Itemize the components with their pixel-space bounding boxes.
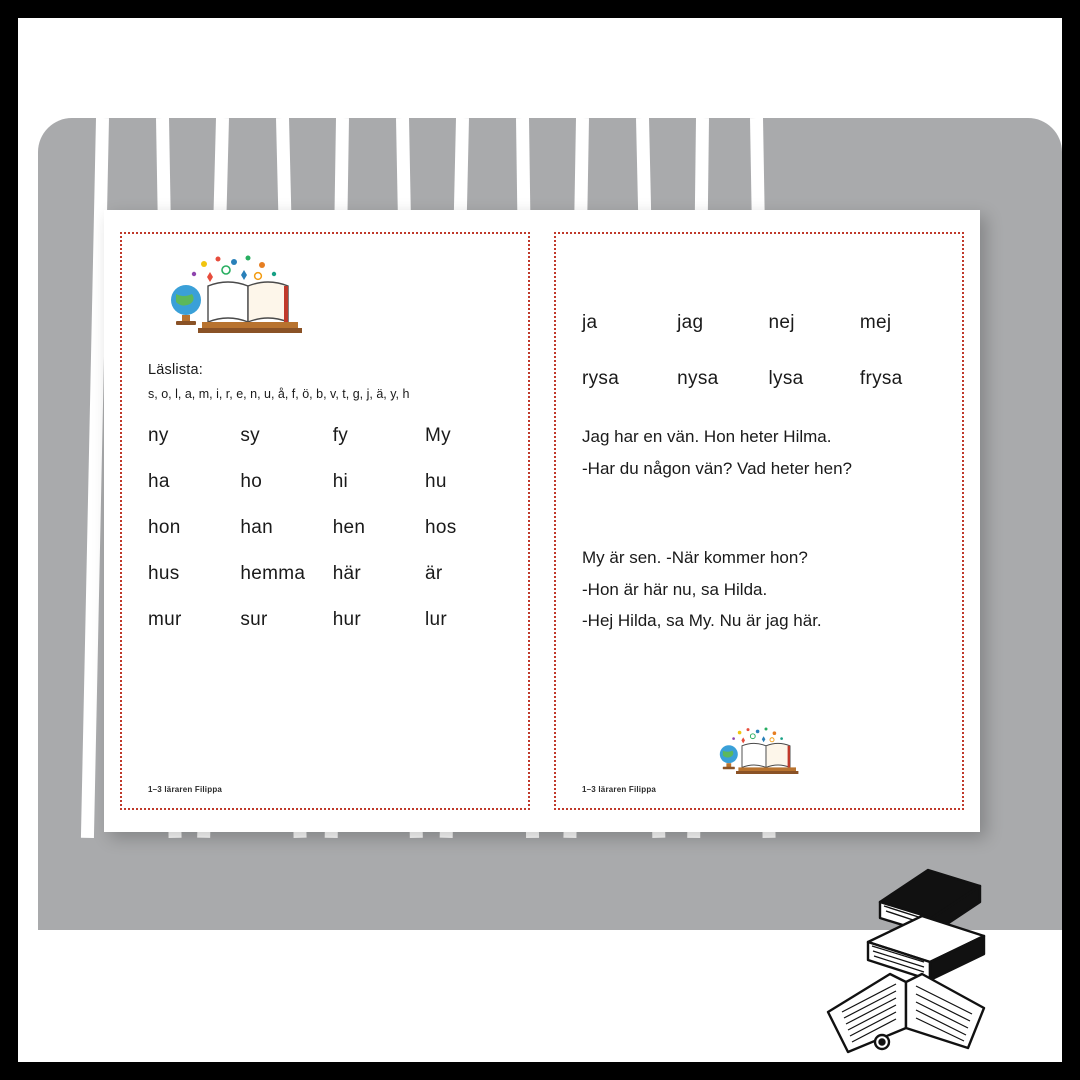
word-cell: ha: [148, 471, 170, 493]
word-cell: sur: [240, 609, 268, 631]
right-word-grid: [582, 312, 936, 390]
word-row: [582, 368, 936, 390]
word-row: [148, 563, 502, 585]
story-line: -Har du någon vän? Vad heter hen?: [582, 458, 852, 478]
word-cell: lur: [425, 609, 448, 631]
word-cell: frysa: [859, 368, 903, 389]
word-cell: hon: [148, 517, 181, 539]
word-row: [148, 517, 502, 539]
frame-right-border: [1062, 0, 1080, 1080]
word-cell: hos: [425, 517, 457, 539]
word-cell: han: [240, 517, 273, 539]
word-cell: nysa: [677, 368, 719, 389]
story-block-one: [582, 424, 936, 481]
story-line: -Hon är här nu, sa Hilda.: [582, 579, 768, 599]
reading-list-label: Läslista:: [148, 362, 203, 378]
word-cell: My: [425, 425, 451, 447]
left-page: [120, 232, 530, 810]
word-cell: hi: [332, 471, 349, 493]
word-cell: hus: [148, 563, 180, 585]
frame-left-border: [0, 0, 18, 1080]
word-cell: mej: [859, 312, 892, 333]
word-cell: här: [332, 563, 362, 585]
word-cell: nej: [768, 312, 795, 333]
stacked-books-illustration: [772, 856, 1022, 1056]
story-block-two: [582, 545, 936, 634]
paragraph-spacer: [582, 487, 936, 545]
reading-list-letters: s, o, l, a, m, i, r, e, n, u, å, f, ö, b, v, t, g, j, ä, y, h: [148, 387, 410, 401]
story-line: -Hej Hilda, sa My. Nu är jag här.: [582, 611, 822, 630]
frame-bottom-border: [0, 1062, 1080, 1080]
word-row: [148, 609, 502, 631]
word-cell: mur: [148, 609, 182, 631]
word-cell: sy: [240, 425, 260, 447]
right-clipart-wrapper: [706, 726, 802, 780]
word-cell: hu: [425, 471, 447, 493]
left-page-footer: 1–3 läraren Filippa: [148, 785, 223, 794]
story-line: Jag har en vän. Hon heter Hilma.: [582, 427, 832, 446]
left-word-grid: [148, 425, 502, 631]
word-cell: ja: [582, 312, 598, 333]
word-cell: hur: [332, 609, 362, 631]
word-cell: ho: [240, 471, 263, 493]
open-book-globe-icon: [148, 254, 308, 342]
word-cell: lysa: [768, 368, 804, 389]
word-cell: jag: [677, 312, 704, 333]
word-row: [148, 471, 502, 493]
word-cell: hemma: [240, 563, 306, 585]
word-row: [582, 312, 936, 334]
book-spread: [104, 210, 980, 832]
right-page-footer: 1–3 läraren Filippa: [582, 785, 657, 794]
right-page: [554, 232, 964, 810]
word-cell: är: [425, 563, 443, 585]
story-line: My är sen. -När kommer hon?: [582, 548, 808, 567]
word-cell: ny: [148, 425, 169, 447]
word-cell: hen: [332, 517, 366, 539]
word-cell: fy: [332, 425, 349, 447]
word-cell: rysa: [582, 368, 620, 389]
word-row: [148, 425, 502, 447]
frame-top-border: [0, 0, 1080, 18]
open-book-globe-icon: [706, 726, 802, 780]
